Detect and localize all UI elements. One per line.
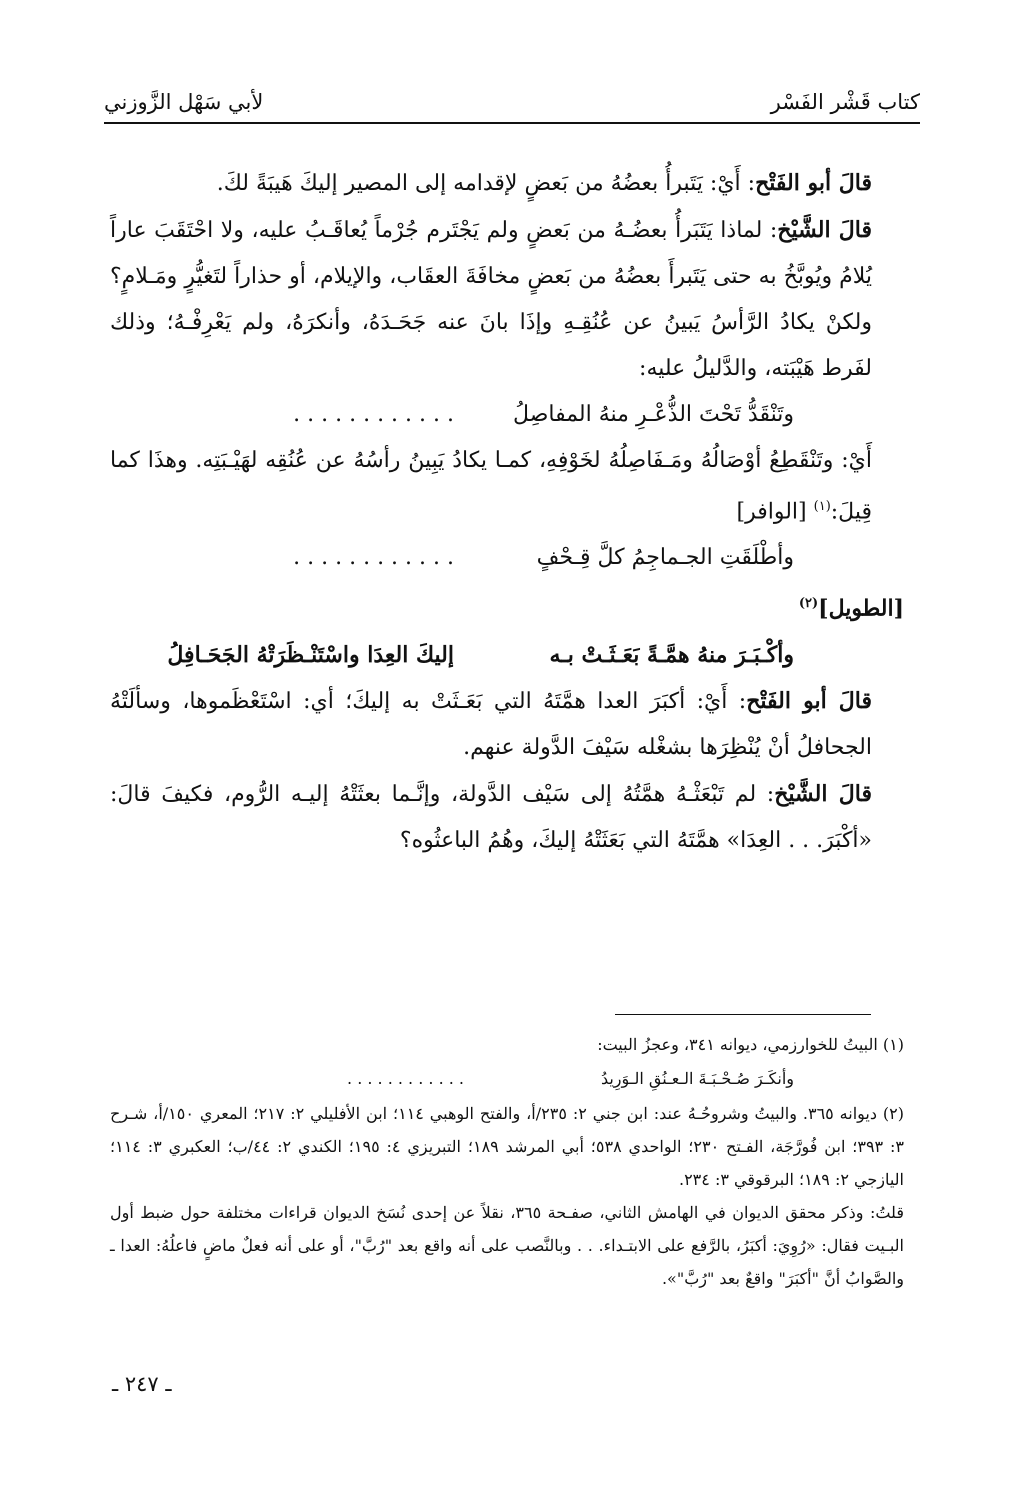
verse-line-3	[110, 632, 904, 678]
running-header	[104, 82, 920, 124]
meter-heading	[110, 581, 904, 631]
paragraph-shaykh-2	[110, 771, 904, 864]
paragraph-abu-al-fath-1	[110, 160, 904, 207]
paragraph-shaykh-1	[110, 207, 904, 392]
footnote-ref: (٢)	[798, 596, 819, 612]
footnote-separator	[615, 1014, 871, 1015]
verse-hemistich-first: وأطْلَقَتِ الجـماجِمُ كلَّ قِـحْفٍ	[536, 545, 794, 571]
verse-hemistich-first: وأكْـبَـرَ منهُ همَّـةً بَعَـثَـتْ بـه	[549, 641, 794, 668]
speaker-label: قالَ الشَّيْخ	[777, 217, 872, 243]
header-book-title: كتاب قَشْر الفَسْر	[770, 90, 920, 114]
paragraph-explanation	[110, 438, 904, 535]
verse-line-2	[110, 535, 904, 581]
verse-hemistich-second: . . . . . . . . . . . .	[293, 545, 454, 571]
main-text	[110, 160, 904, 864]
paragraph-text: : أَيْ: يَتَبرأُ بعضُهُ من بَعضٍ لإقدامه إلى المصير إليكَ هَيبَةً لكَ.	[216, 171, 756, 196]
meter-name: [الطويل]	[818, 595, 904, 622]
footnote-ref: (١)	[813, 499, 831, 514]
verse-hemistich-second: إليكَ العِدَا واسْتَنْـظَرَتْهُ الجَحَـافِلُ	[167, 641, 454, 668]
footnote-2: (٢) ديوانه ٣٦٥. والبيتُ وشروحُـهُ عند: ابن جني ٢: ٢٣٥/أ، والفتح الوهبي ١١٤؛ ابن الأفليلي ٢: ٢١٧؛ المعري ١٥٠/أ، شـرح ٣: ٣٩٣؛ ابن فُورَّجَة، الفـتح ٢٣٠؛ الواحدي ٥٣٨؛ أبي المرشد ١٨٩؛ التبريزي ٤: ١٩٥؛ الكندي ٢: ٤٤/ب؛ العكبري ٣: ١١٤؛ اليازجي ٢: ١٨٩؛ البرقوقي ٣: ٢٣٤.	[110, 1104, 905, 1189]
meter-name: [الوافر]	[736, 499, 807, 525]
footnotes	[110, 1028, 904, 1295]
paragraph-text: : أَيْ: أكبَرَ العدا همَّتَهُ التي بَعَـثَتْ به إليكَ؛ أي: اسْتَعْظَموها، وسألَتْهُ الجحافلُ أنْ يُنْظِرَها بشغْله سَيْفَ الدَّولة عنهم.	[110, 688, 872, 760]
verse-hemistich-first: وأنكَـرَ صُـحْـبَـةَ الـعـنُقِ الـوَرِيدُ	[600, 1069, 794, 1088]
paragraph-text: : لماذا يَتَبَرأُ بعضُـهُ من بَعضٍ ولم يَجْتَرم جُرْماً يُعاقَـبُ عليه، ولا احْتَقَبَ عاراً يُلامُ ويُوبَّخُ به حتى يَتَبرأَ بعضُهُ من بَعضٍ مخافَةَ العقَاب، والإيلام، أو حذاراً لتَغيُّرٍ ومَـلامٍ؟ ولكنْ يكادُ الرَّأسُ يَبينُ عن عُنُقِـهِ وإذَا بانَ عنه جَحَـدَهُ، وأنكرَهُ، ولم يَعْرِفْـهُ؛ وذلك لفَرط هَيْبَته، والدَّليلُ عليه:	[110, 218, 872, 381]
speaker-label: قالَ أبو الفَتْح	[746, 687, 872, 714]
footnote-2-comment: قلتُ: وذكر محقق الديوان في الهامش الثاني، صفـحة ٣٦٥، نقلاً عن إحدى نُسَخ الديوان قراءات مختلفة حول ضبط أول البـيت فقال: «رُوِيَ: أكبَرُ، بالرَّفع على الابتـداء. . . وبالنَّصب على أنه واقع بعد "رُبَّ"، أو على أنه فعلٌ ماضٍ فاعلُهُ: العدا ـ والصَّوابُ أنَّ "أكبَرَ" واقعٌ بعد "رُبَّ"».	[110, 1203, 905, 1288]
verse-hemistich-second: . . . . . . . . . . . .	[293, 402, 454, 427]
verse-hemistich-second: . . . . . . . . . . . .	[347, 1069, 464, 1088]
speaker-label: قالَ أبو الفَتْح	[755, 170, 872, 196]
verse-hemistich-first: وتَنْقَدُّ تَحْتَ الذُّعْـرِ منهُ المفاصِلُ	[513, 402, 794, 427]
footnote-verse	[110, 1061, 904, 1097]
verse-line-1	[110, 392, 904, 438]
page-number: ـ ٢٤٧ ـ	[112, 1372, 172, 1396]
speaker-label: قالَ الشَّيْخ	[774, 780, 872, 807]
header-author: لأبي سَهْل الزَّوزني	[104, 90, 264, 114]
paragraph-text: : لم تَبْعَثْـهُ همَّتُهُ إلى سَيْف الدَّولة، وإنَّـما بعثَتْهُ إليـه الرُّوم، فكيفَ قالَ: «أكْبَرَ. . . العِدَا» همَّتَهُ التي بَعَثَتْهُ إليكَ، وهُمُ الباعثُوه؟	[110, 781, 872, 853]
paragraph-abu-al-fath-2	[110, 678, 904, 771]
paragraph-text: أَيْ: وتَنْقَطِعُ أوْصَالُهُ ومَـفَاصِلُهُ لخَوْفِهِ، كمـا يكادُ يَبِينُ رأسُهُ عن عُنُقِه لهَيْـبَتِه. وهذَا كما قِيلَ:	[110, 448, 872, 525]
footnote-1: (١) البيتُ للخوارزمي، ديوانه ٣٤١، وعجزُ البيت:	[597, 1035, 904, 1054]
